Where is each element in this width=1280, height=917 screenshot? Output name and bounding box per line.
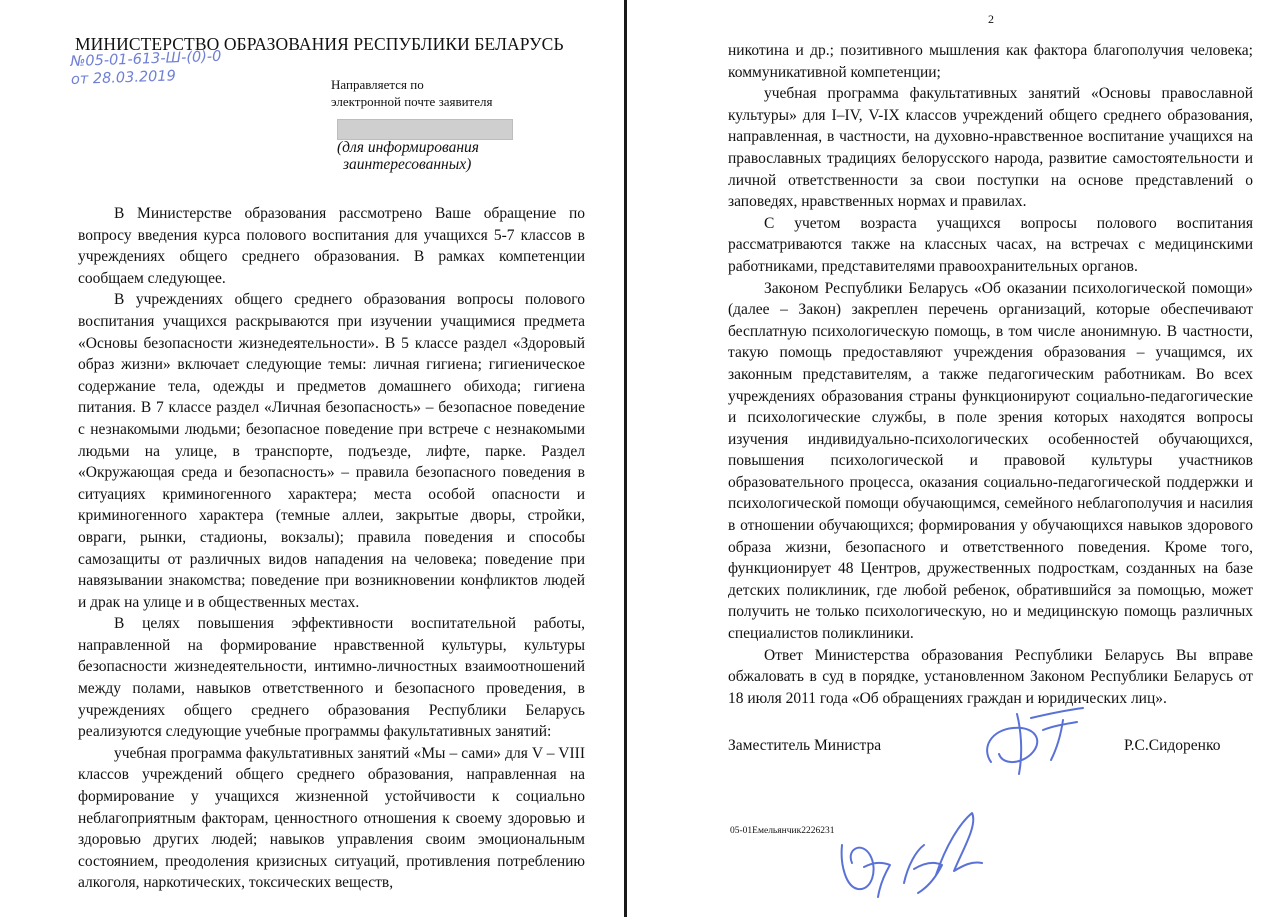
paragraph: учебная программа факультативных занятий «Мы – сами» для V – VIII классов учреждений общего среднего образования, направленная на формирование у учащихся жизненной устойчивости к социально неблагоприятным факторам, ценностного отношения к своему здоровью и здоровью других людей; навыков управления своим эмоциональным состоянием, преодоления кризисных ситуаций, противления потреблению алкоголя, наркотических, токсических веществ, [78,744,585,892]
executor-signature [832,805,992,905]
handwritten-reference [70,48,222,89]
ministry-title: МИНИСТЕРСТВО ОБРАЗОВАНИЯ РЕСПУБЛИКИ БЕЛАРУСЬ [75,34,564,54]
delivery-note-line2: электронной почте заявителя [331,94,493,109]
paragraph: Законом Республики Беларусь «Об оказании психологической помощи» (далее – Закон) закреплен перечень организаций, которые обеспечивают бесплатную психологическую помощь, в том числе анонимную. В частности, такую помощь предоставляют учреждения образования – учащимся, их законным представителям, а также педагогическим работникам. Во всех учреждениях образования страны функционируют социально-педагогические и психологические службы, в поле зрения которых находятся вопросы изучения индивидуально-психологических особенностей обучающихся, повышения психологической и правовой культуры участников образовательного процесса, оказания социально-педагогической поддержки и психологической помощи обучающимся, семейного неблагополучия и насилия в отношении обучающихся; формирования у обучающихся навыков здорового образа жизни, безопасного и ответственного поведения. Кроме того, функционирует 48 Центров, дружественных подросткам, созданных на базе детских поликлиник, где любой ребенок, обратившийся за помощью, может получить не только психологическую, но и медицинскую помощь различных специалистов поликлиники. [728,279,1253,643]
redacted-recipient [337,119,513,140]
paragraph: С учетом возраста учащихся вопросы полового воспитания рассматриваются также на классных часах, на встречах с медицинскими работниками, представителями правоохранительных органов. [728,214,1253,275]
signer-title: Заместитель Министра [728,737,882,754]
letter-page-1 [0,0,624,917]
paragraph: В Министерстве образования рассмотрено Ваше обращение по вопросу введения курса полового воспитания для учащихся 5-7 классов в учреждениях общего среднего образования. В рамках компетенции сообщаем следующее. [78,205,585,287]
for-information-line1: (для информирования [337,139,479,156]
letter-body-page2 [728,40,1253,709]
delivery-note [331,76,492,110]
letter-page-2 [627,0,1280,917]
paragraph: никотина и др.; позитивного мышления как фактора благополучия человека; коммуникативной компетенции; [728,42,1253,81]
page-number: 2 [988,12,994,26]
delivery-note-line1: Направляется по [331,77,424,92]
for-information-note [337,139,479,173]
paragraph: В целях повышения эффективности воспитательной работы, направленной на формирование нравственной культуры, культуры безопасности жизнедеятельности, интимно-личностных взаимоотношений между полами, навыков ответственного и безопасного проведения, в учреждениях общего среднего образования Республики Беларусь реализуются следующие учебные программы факультативных занятий: [78,615,585,741]
paragraph: Ответ Министерства образования Республики Беларусь Вы вправе обжаловать в суд в порядке, установленном Законом Республики Беларусь от 18 июля 2011 года «Об обращениях граждан и юридических лиц». [728,646,1253,707]
letter-body-page1 [78,203,585,894]
paragraph: учебная программа факультативных занятий «Основы православной культуры» для I–IV, V-IX классов учреждений общего среднего образования, направленная, в частности, на духовно-нравственное воспитание учащихся на православных традициях белорусского народа, развитие самостоятельности и личной ответственности за свои поступки на основе представлений о заповедях, нравственных нормах и правилах. [728,85,1253,211]
paragraph: В учреждениях общего среднего образования вопросы полового воспитания учащихся раскрываются при изучении учащимися предмета «Основы безопасности жизнедеятельности». В 5 классе раздел «Здоровый образ жизни» включает следующие темы: личная гигиена; гигиеническое содержание тела, одежды и предметов домашнего обихода; гигиена питания. В 7 классе раздел «Личная безопасность» – безопасное поведение с незнакомыми людьми; безопасное поведение при встрече с незнакомыми людьми на улице, в транспорте, подъезде, лифте, парке. Раздел «Окружающая среда и безопасность» – правила безопасного поведения в ситуациях криминогенного характера; места особой опасности и криминогенного характера (темные аллеи, закрытые дворы, стройки, овраги, рынки, стадионы, вокзалы); правила поведения и способы самозащиты от различных видов нападения на человека; поведение при навязывании знакомства; поведение при возникновении конфликтов людей и драк на улице и в общественных местах. [78,291,585,611]
deputy-minister-signature [973,700,1093,780]
handwritten-reference-date: от 28.03.2019 [70,68,177,88]
signer-name: Р.С.Сидоренко [1124,737,1221,754]
handwritten-reference-number: №05-01-613-Ш-(0)-0 [70,48,222,70]
for-information-line2: заинтересованных) [343,156,472,173]
executor-reference: 05-01Емельянчик2226231 [730,826,835,836]
